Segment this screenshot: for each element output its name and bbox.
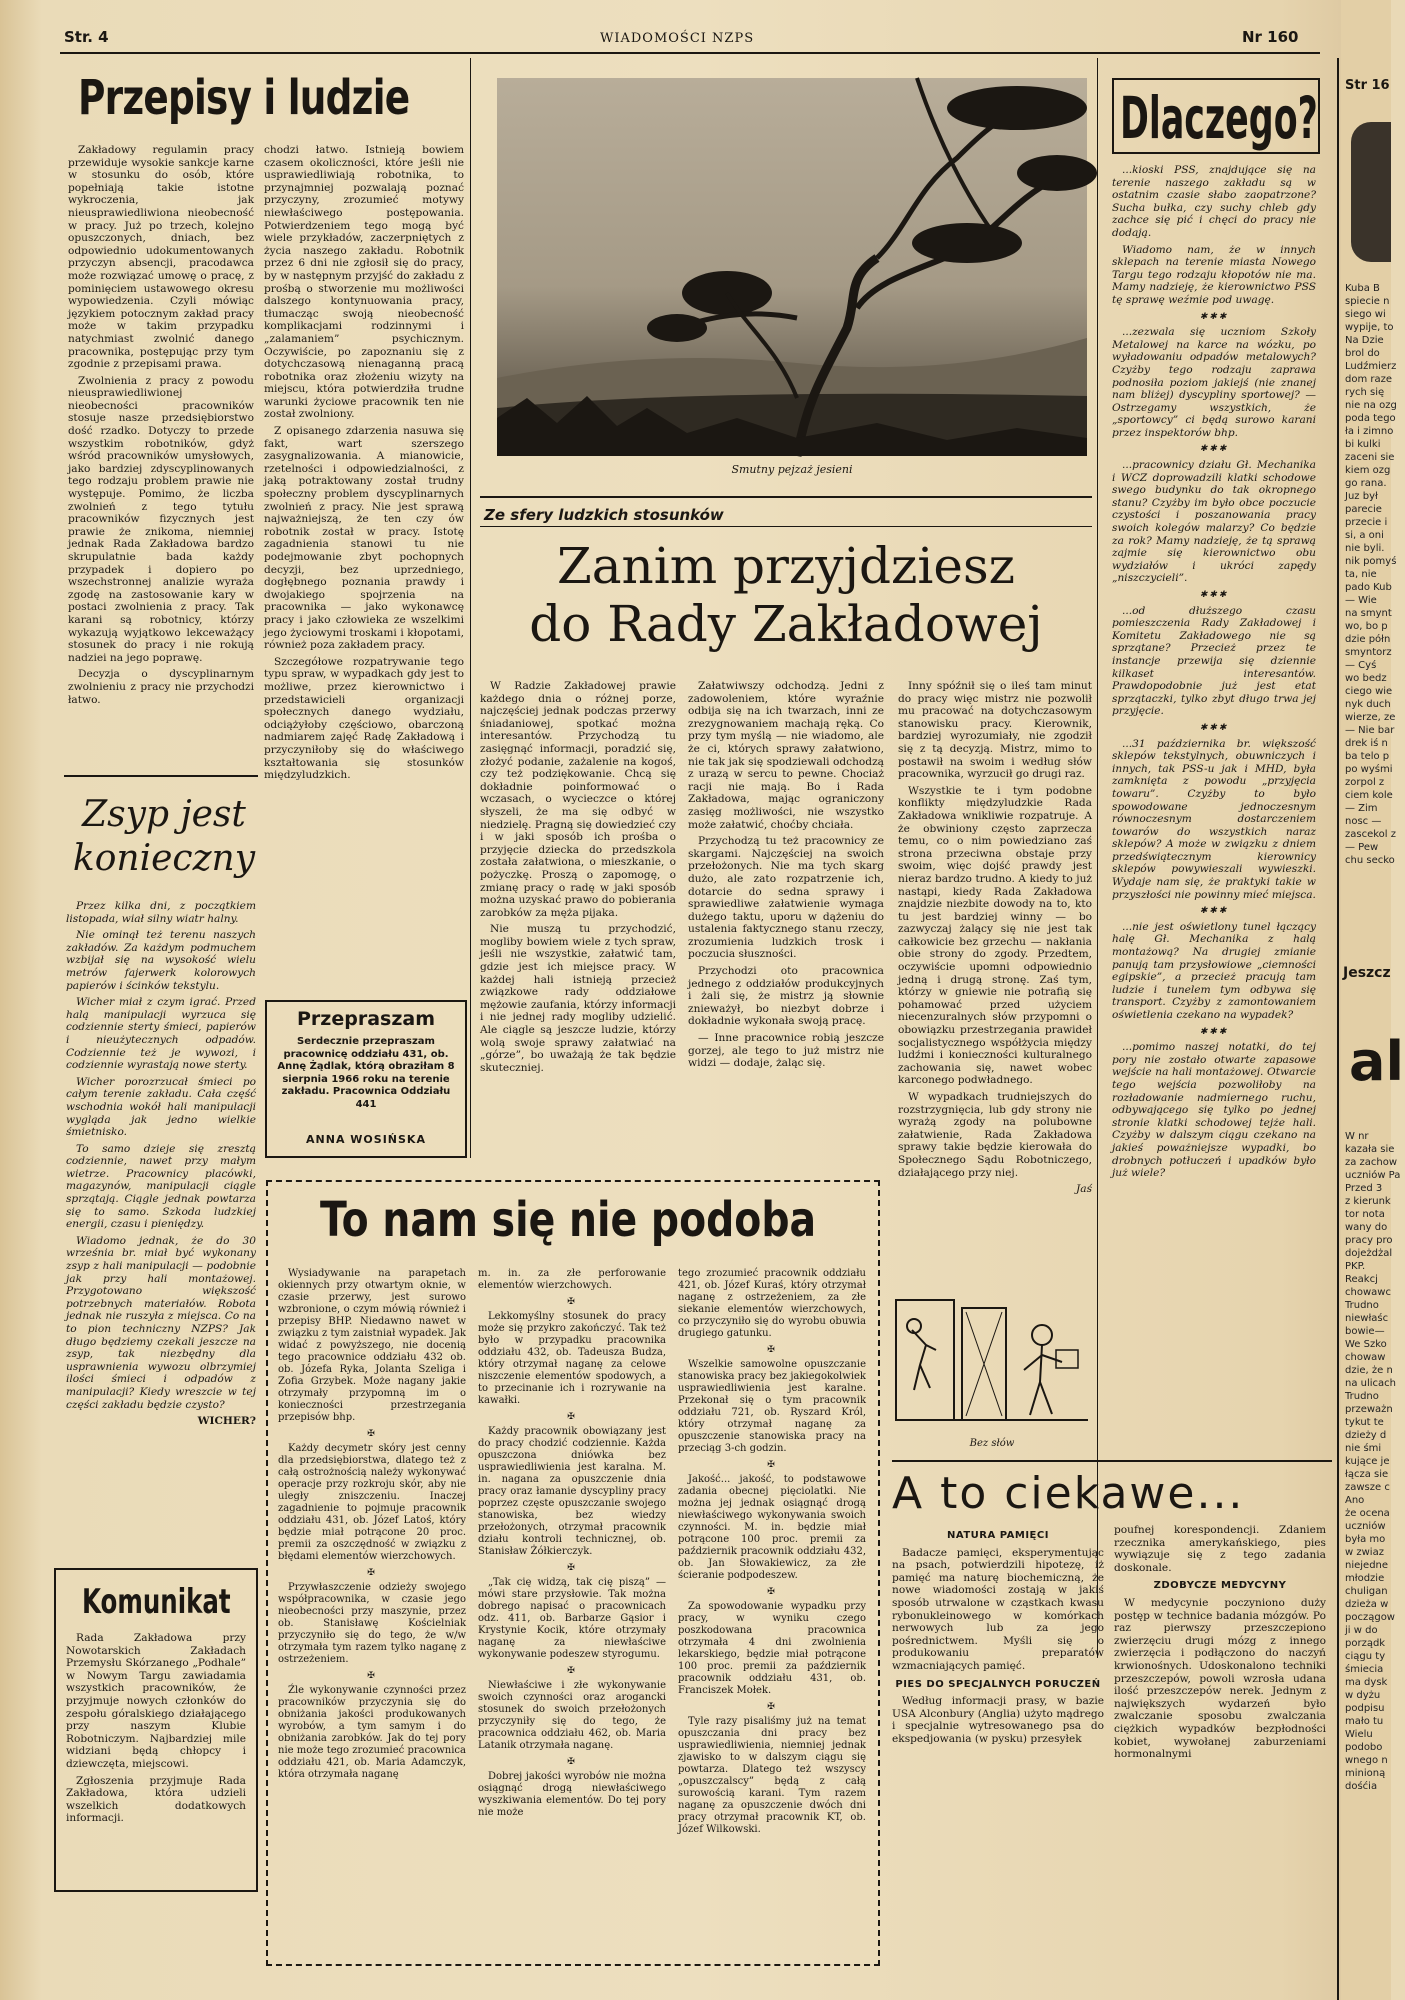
adjacent-text-line: PKP. xyxy=(1345,1261,1366,1272)
cartoon-drawing xyxy=(892,1290,1092,1435)
komunikat-title: Komunikat xyxy=(82,1582,231,1622)
separator-mark: ✠ xyxy=(567,1412,577,1422)
adjacent-text-line: ji w do xyxy=(1345,1625,1378,1636)
ciekawe-column-1 xyxy=(892,1524,1104,1954)
przepisy-paragraph: Z opisanego zdarzenia nasuwa się fakt, wart szerszego zasygnalizowania. A mianowicie, rzetelności i odpowiedzialności, z jaką potraktowany został trudny społeczny problem dyscyplinarnych zwolnień z pracy. Nie jest sprawą najważniejszą, że ten czy ów robotnik został w pracy. Istotę zagadnienia stanowi tu nie podejmowanie zbyt pochopnych decyzji, bez uprzedniego, dogłębnego poznania prawdy i dwojakiego spojrzenia na pracownika — jako wykonawcę pracy i jako człowieka ze wszelkimi jego życiowymi troskami i kłopotami, również poza zakładem pracy. xyxy=(264,425,464,652)
adjacent-page-strip xyxy=(1341,0,1404,2000)
adjacent-text-line: Ludźmierz xyxy=(1345,361,1397,372)
adjacent-text-line: po wyśmi xyxy=(1345,764,1393,775)
paper-title: WIADOMOŚCI NZPS xyxy=(600,31,755,46)
adjacent-text-line: kujące je xyxy=(1345,1456,1390,1467)
adjacent-text-column xyxy=(1345,282,1405,867)
adjacent-text-line: śmiecia xyxy=(1345,1664,1384,1675)
przepisy-column-1 xyxy=(68,144,254,766)
separator-stars: ✱✱✱ xyxy=(1199,722,1229,733)
przepraszam-box xyxy=(265,1000,467,1158)
rada-kicker: Ze sfery ludzkich stosunków xyxy=(484,506,724,524)
adjacent-text-line: chowawc xyxy=(1345,1287,1391,1298)
zsyp-paragraph: Wiadomo jednak, że do 30 września br. miał być wykonany zsyp z hali manipulacji — podobnie jak przy hali montażowej. Przygotowano większość potrzebnych materiałów. Robota jednak nie ruszyła z miejsca. Co na to pion techniczny NZPS? Jak długo będziemy czekali jeszcze na zsyp, tak niezbędny dla usprawnienia wywozu olbrzymiej ilości śmieci i odpadów z manipulacji? Kiedy wreszcie w tej części zakładu będzie czysto? xyxy=(66,1234,256,1411)
dlaczego-paragraph: ...kioski PSS, znajdujące się na terenie naszego zakładu są w ostatnim czasie słabo zaopatrzone? Sucha bułka, czy suchy chleb gdy zachce się pić i chęci do pracy nie dodają. xyxy=(1112,164,1316,239)
section-rule xyxy=(480,526,1092,527)
przepisy-paragraph: Szczegółowe rozpatrywanie tego typu spraw, w wypadkach gdy jest to możliwe, przez kierownictwo i przedstawicieli organizacji społecznych danego wydziału, odciążyłoby częściowo, obarczoną nadmiarem zajęć Radę Zakładową i przyczyniłoby się do właściwego kształtowania się stosunków międzyludzkich. xyxy=(264,655,464,782)
adjacent-text-line: dzie, że n xyxy=(1345,1365,1393,1376)
adjacent-text-line: nyk duch xyxy=(1345,699,1391,710)
adjacent-text-line: z kierunk xyxy=(1345,1196,1391,1207)
article-title-przepisy: Przepisy i ludzie xyxy=(78,70,410,126)
podoba-paragraph: Każdy pracownik obowiązany jest do pracy chodzić codziennie. Każda opuszczona dniówka bez usprawiedliwienia jest karalna. M. in. nagana za opuszczenie dnia pracy oraz łamanie dyscypliny pracy poprzez częste opuszczanie swojego stanowiska, bez wiedzy przełożonych, otrzymał pracownik działu kontroli technicznej, ob. Stanisław Żółkierczyk. xyxy=(478,1426,666,1557)
dlaczego-body xyxy=(1112,164,1316,1454)
adjacent-text-line: wnego n xyxy=(1345,1755,1388,1766)
adjacent-text-line: — Wie xyxy=(1345,595,1377,606)
adjacent-text-line: łącza sie xyxy=(1345,1469,1389,1480)
adjacent-text-line: tykut te xyxy=(1345,1417,1384,1428)
adjacent-text-line: Wielu xyxy=(1345,1729,1373,1740)
adjacent-text-line: nosc — xyxy=(1345,816,1382,827)
adjacent-text-line: go rana. xyxy=(1345,478,1387,489)
dlaczego-title: Dlaczego? xyxy=(1120,84,1318,152)
adjacent-text-line: podobo xyxy=(1345,1742,1383,1753)
adjacent-text-line: pado Kub xyxy=(1345,582,1392,593)
ciekawe-subheading: NATURA PAMIĘCI xyxy=(947,1530,1049,1541)
rada-column-3 xyxy=(898,680,1092,1196)
adjacent-text-line: drek iś n xyxy=(1345,738,1388,749)
section-rule xyxy=(480,496,1092,498)
dlaczego-title-box xyxy=(1112,78,1320,154)
podoba-paragraph: tego zrozumieć pracownik oddziału 421, ob. Józef Kuraś, który otrzymał naganę z ostrzeżeniem, za złe siekanie elementów wierzchowych, co przyczyniło się do wyrobu obuwia drugiego gatunku. xyxy=(678,1268,866,1339)
adjacent-text-line: że ocena xyxy=(1345,1508,1390,1519)
adjacent-text-line: — Cyś xyxy=(1345,660,1377,671)
adjacent-text-line: przeważn xyxy=(1345,1404,1393,1415)
adjacent-text-line: ta, nie xyxy=(1345,569,1377,580)
adjacent-text-line: Przed 3 xyxy=(1345,1183,1383,1194)
zsyp-paragraph: To samo dzieje się zresztą codziennie, nawet przy małym wietrze. Pracownicy placówki, magazynów, manipulacji ciągle sprzątają. Ciągle jednak powtarza się to samo. Szkoda ludzkiej energii, czasu i pieniędzy. xyxy=(66,1142,256,1231)
adjacent-text-line: wo, bo p xyxy=(1345,621,1388,632)
adjacent-text-line: dojeżdżal xyxy=(1345,1248,1393,1259)
ciekawe-column-2 xyxy=(1114,1524,1326,1954)
rada-column-1 xyxy=(480,680,676,1154)
adjacent-text-line: począgow xyxy=(1345,1612,1395,1623)
section-rule xyxy=(892,1460,1332,1462)
separator-stars: ✱✱✱ xyxy=(1199,1026,1229,1037)
adjacent-text-line: ciego wie xyxy=(1345,686,1393,697)
podoba-paragraph: Wysiadywanie na parapetach okiennych przy otwartym oknie, w czasie przerwy, jest surowo wzbronione, o czym mówią również i przepisy BHP. Niedawno nawet w związku z tym zaistniał wypadek. Jak widać z powyższego, nie docenią tego pracownice oddziału 432 ob. ob. Józefa Ryka, Jolanta Szeliga i Zofia Grzybek. Może nagany jakie otrzymały przypomną im o konieczności przestrzegania przepisów bhp. xyxy=(278,1268,466,1423)
podoba-paragraph: Jakość... jakość, to podstawowe zadania obecnej pięciolatki. Nie można jej jednak osiągnąć drogą niewłaściwego wykonywania swoich czynności. M. in. będzie miał potrącone 100 proc. premii za październik pracownik oddziału 432, ob. Jan Słowakiewicz, za złe ścieranie podpodeszew. xyxy=(678,1474,866,1581)
adjacent-text-line: w zwiaz xyxy=(1345,1547,1384,1558)
separator-mark: ✠ xyxy=(567,1563,577,1573)
separator-mark: ✠ xyxy=(767,1587,777,1597)
adjacent-text-line: na ulicach xyxy=(1345,1378,1397,1389)
adjacent-text-line: pracy pro xyxy=(1345,1235,1393,1246)
przepisy-paragraph: Decyzja o dyscyplinarnym zwolnieniu z pracy nie przychodzi łatwo. xyxy=(68,668,254,706)
adjacent-text-line: chowaw xyxy=(1345,1352,1386,1363)
ciekawe-paragraph: Według informacji prasy, w bazie USA Alconbury (Anglia) użyto mądrego i specjalnie wytresowanego psa do ekspedjowania (w pysku) przesyłek xyxy=(892,1695,1104,1745)
page-number: Str. 4 xyxy=(64,28,109,46)
adjacent-text-line: bowie— xyxy=(1345,1326,1385,1337)
podoba-paragraph: m. in. za złe perforowanie elementów wierzchowych. xyxy=(478,1268,666,1291)
cartoon-caption: Bez słów xyxy=(969,1438,1015,1449)
rada-paragraph: Nie muszą tu przychodzić, mogliby bowiem wiele z tych spraw, jeśli nie wszystkie, załatwić tam, gdzie jest ich miejsce pracy. W każdej hali istnieją przecież związkowe rady oddziałowe mężowie zaufania, którzy informacji i nie jednej rady mogliby udzielić. Ale ciągle są jeszcze ludzie, którzy wolą swoje sprawy załatwiać na „górze”, bo uważają że tak będzie skuteczniej. xyxy=(480,923,676,1074)
adjacent-text-line: Reakcj xyxy=(1345,1274,1378,1285)
podoba-box xyxy=(266,1180,880,1966)
adjacent-heading: Jeszcz xyxy=(1343,965,1391,981)
podoba-paragraph: Źle wykonywanie czynności przez pracowników przyczynia się do obniżania jakości produkowanych wyrobów, a tym samym i do obniżania zarobków. Jak do tej pory nie może tego zrozumieć pracownica oddziału 421, ob. Maria Adamczyk, która otrzymała naganę xyxy=(278,1685,466,1780)
adjacent-text-line: Juz był xyxy=(1345,491,1378,502)
adjacent-text-line: wypije, to xyxy=(1345,322,1394,333)
adjacent-text-line: brol do xyxy=(1345,348,1380,359)
separator-mark: ✠ xyxy=(767,1702,777,1712)
adjacent-text-line: si, a oni xyxy=(1345,530,1384,541)
adjacent-text-line: nie śmi xyxy=(1345,1443,1382,1454)
adjacent-text-line: rych się xyxy=(1345,387,1385,398)
article-title-zsyp: Zsyp jest konieczny xyxy=(72,794,256,879)
adjacent-text-line: wierze, ze xyxy=(1345,712,1396,723)
adjacent-text-line: ciem kole xyxy=(1345,790,1393,801)
adjacent-text-line: Na Dzie xyxy=(1345,335,1384,346)
adjacent-text-line: młodzie xyxy=(1345,1573,1385,1584)
separator-mark: ✠ xyxy=(367,1671,377,1681)
adjacent-text-line: ciągu ty xyxy=(1345,1651,1386,1662)
dlaczego-paragraph: ...nie jest oświetlony tunel łączący halę Gł. Mechanika z halą montażową? Na drugiej zmianie panują tam przysłowiowe „ciemności egipskie”, a przecież pracują tam ludzie i tunelem tym odbywa się transport. Czyżby z zamontowaniem oświetlenia czekano na wypadek? xyxy=(1112,920,1316,1021)
separator-mark: ✠ xyxy=(567,1297,577,1307)
section-rule xyxy=(64,775,258,777)
adjacent-text-line: uczniów Pa xyxy=(1345,1170,1401,1181)
komunikat-paragraph: Rada Zakładowa przy Nowotarskich Zakładach Przemysłu Skórzanego „Podhale” w Nowym Targu zawiadamia wszystkich pracowników, że przyjmuje nowych członków do zespołu góralskiego działającego przy naszym Klubie Robotniczym. Najbardziej mile widziani będą chłopcy i dziewczęta, miejscowi. xyxy=(66,1632,246,1770)
zsyp-paragraph: Wicher miał z czym igrać. Przed halą manipulacji wyrzuca się codziennie sterty śmieci, papierów i nieużytecznych odpadów. Codziennie też je wywozi, i codziennie wyrastają nowe sterty. xyxy=(66,996,256,1072)
adjacent-text-line: ba telo p xyxy=(1345,751,1390,762)
zsyp-author: WICHER? xyxy=(197,1415,256,1428)
adjacent-text-line: zorpol z xyxy=(1345,777,1385,788)
komunikat-box xyxy=(54,1568,258,1892)
adjacent-text-line: — Zim xyxy=(1345,803,1378,814)
ciekawe-paragraph: Badacze pamięci, eksperymentując na psach, potwierdzili hipotezę, iż pamięć ma naturę biochemiczną, że nowe wiadomości zostają w jakiś sposób utrwalone w cząstkach kwasu rybonukleinowego w komórkach nerwowych lub za jego pośrednictwem. Myśli się o produkowaniu preparatów wzmacniających pamięć. xyxy=(892,1546,1104,1672)
podoba-paragraph: Tyle razy pisaliśmy już na temat opuszczania dni pracy bez usprawiedliwienia, niemniej jednak zjawisko to w dalszym ciągu się powtarza. Dlatego też wszyscy „opuszczalscy” będą z całą surowością karani. Tym razem naganę za opuszczenie dwóch dni pracy otrzymał pracownik KT, ob. Józef Wilkowski. xyxy=(678,1716,866,1835)
dlaczego-paragraph: ...pomimo naszej notatki, do tej pory nie zostało otwarte zapasowe wejście na hali montażowej. Otwarcie tego wejścia pozwoliłoby na rozładowanie nadmiernego ruchu, odbywającego się tylko po jednej stronie klatki schodowej tejże hali. Czyżby w dalszym ciągu czekano na jakieś poważniejsze wypadki, bo drobnych potłuczeń i upadków było już wiele? xyxy=(1112,1041,1316,1180)
zsyp-paragraph: Przez kilka dni, z początkiem listopada, wiał silny wiatr halny. xyxy=(66,900,256,925)
adjacent-text-line: dzieża w xyxy=(1345,1599,1389,1610)
rada-paragraph: Inny spóźnił się o ileś tam minut do pracy więc mistrz nie pozwolił mu pracować na dotychczasowym stanowisku pracy. Kierownik, bardziej wyrozumiały, nie zgodził się z tą decyzją. Mistrz, mimo to postawił na swoim i według słów pracownika, wyrzucił go drugi raz. xyxy=(898,680,1092,781)
adjacent-text-line: — Nie bar xyxy=(1345,725,1395,736)
adjacent-text-line: dom raze xyxy=(1345,374,1393,385)
adjacent-text-line: kazała sie xyxy=(1345,1144,1395,1155)
adjacent-text-line: zaceni sie xyxy=(1345,452,1395,463)
separator-mark: ✠ xyxy=(567,1666,577,1676)
adjacent-text-line: Ano xyxy=(1345,1495,1365,1506)
adjacent-text-line: podpisu xyxy=(1345,1703,1385,1714)
rada-author: Jaś xyxy=(1076,1183,1092,1196)
przepisy-paragraph: chodzi łatwo. Istnieją bowiem czasem okoliczności, które jeśli nie usprawiedliwiają robotnika, to przynajmniej pozwalają poznać przyczyny, zrozumieć motywy niewłaściwego postępowania. Potwierdzeniem tego mogą być wiele przykładów, zaczerpniętych z życia naszego zakładu. Robotnik przez 6 dni nie zgłosił się do pracy, by w następnym przyjść do zakładu z prośbą o stworzenie mu możliwości dalszego kontynuowania pracy, tłumacząc swoją nieobecność komplikacjami rodzinnymi i „zalamaniem” psychicznym. Oczywiście, po zapoznaniu się z dotychczasową nienaganną pracą robotnika oraz złożeniu wizyty na miejscu, która potwierdziła trudne warunki życiowe pracownik ten nie został zwolniony. xyxy=(264,144,464,421)
adjacent-text-line: mało tu xyxy=(1345,1716,1384,1727)
ciekawe-subheading: ZDOBYCZE MEDYCYNY xyxy=(1153,1580,1287,1592)
adjacent-text-line: chu secko xyxy=(1345,855,1395,866)
podoba-column-3 xyxy=(678,1268,866,1958)
przepraszam-title: Przepraszam xyxy=(296,1008,436,1030)
adjacent-text-line: na smynt xyxy=(1345,608,1392,619)
dlaczego-paragraph: ...zezwala się uczniom Szkoły Metalowej na karce na wózku, po wyładowaniu odpadów metalowych? Czyżby tego rodzaju zaprawa podnosiła poziom jakiejś (nie znanej nam bliżej) dyscypliny sportowej? — Ostrzegamy wszystkich, że „sportowcy” ci będą surowo karani przez inspektorów bhp. xyxy=(1112,326,1316,439)
separator-stars: ✱✱✱ xyxy=(1199,311,1229,322)
podoba-paragraph: Każdy decymetr skóry jest cenny dla przedsiębiorstwa, dlatego też z całą ostrożnością należy wykonywać operacje przy rozkroju skór, aby nie uległy zniszczeniu. Inaczej zagadnienie to pojmuje pracownik oddziału 431, ob. Józef Latoś, który będzie miał potrącone 20 proc. premii za oszczędność w związku z błędami elementów wierzchowych. xyxy=(278,1443,466,1562)
przepisy-column-2 xyxy=(264,144,464,979)
przepisy-paragraph: Zakładowy regulamin pracy przewiduje wysokie sankcje karne w stosunku do osób, które popełniają takie istotne wykroczenia, jak nieusprawiedliwiona nieobecność w pracy. Już po trzech, kolejno opuszczonych, dniach, bez odpowiednio udokumentowanych przyczyn absencji, pracodawca może rozwiązać umowę o pracę, z pominięciem ustawowego okresu wypowiedzenia. Czyli mówiąc językiem potocznym zakład pracy może w takim przypadku natychmiast zwolnić danego pracownika, postępując przy tym zgodnie z przepisami prawa. xyxy=(68,144,254,371)
adjacent-text-line: poda tego xyxy=(1345,413,1396,424)
podoba-column-2 xyxy=(478,1268,666,1958)
adjacent-text-line: Kuba B xyxy=(1345,283,1380,294)
rada-paragraph: W Radzie Zakładowej prawie każdego dnia o różnej porze, najczęściej jednak podczas przerwy śniadaniowej, spotkać można interesantów. Przychodzą tu zasięgnąć informacji, poradzić się, złożyć podanie, zażalenie na kogoś, czy też podziękowanie. Chcą się dokładnie poinformować o wczasach, o wycieczce o której słyszeli, że ma się odbyć w niedzielę. Pragną się dowiedzieć czy i w jaki sposób ich prośba o przyjęcie dziecka do przedszkola została załatwiona, o mieszkanie, o pożyczkę. Proszą o zapomogę, o zmianę pracy o radę w jaki sposób można uzyskać prawo do pobierania zarobków za męża pijaka. xyxy=(480,680,676,919)
adjacent-page-number: Str 16 xyxy=(1345,78,1390,93)
adjacent-text-line: dzieży d xyxy=(1345,1430,1387,1441)
adjacent-text-line: ma dysk xyxy=(1345,1677,1388,1688)
rada-column-2 xyxy=(688,680,884,1154)
adjacent-text-line: nie byli. xyxy=(1345,543,1385,554)
rada-paragraph: — Inne pracownice robią jeszcze gorzej, ale tego to już mistrz nie widzi — dodaje, żaląc się. xyxy=(688,1032,884,1070)
adjacent-text-line: Trudno xyxy=(1345,1300,1379,1311)
podoba-paragraph: Niewłaściwe i złe wykonywanie swoich czynności oraz arogancki stosunek do swoich przełożonych przyczyniły się do tego, że pracownica oddziału 462, ob. Maria Latanik otrzymała naganę. xyxy=(478,1680,666,1751)
adjacent-text-line: — Pew xyxy=(1345,842,1379,853)
adjacent-text-line: była mo xyxy=(1345,1534,1386,1545)
adjacent-text-line: siego wi xyxy=(1345,309,1386,320)
ciekawe-paragraph: W medycynie poczyniono duży postęp w technice badania mózgów. Po raz pierwszy przeszczepiono zwierzęciu drugi mózg z innego zwierzęcia i podłączono do naczyń krwionośnych. Udoskonalono techniki przeszczepów, powoli wzrosła udana ilość przeszczepów nerek. Jednym z największych wydarzeń było zwalczanie sposobu zwalczania ciężkich wypadków bezpłodności kobiet, wywołanej zaburzeniami hormonalnymi xyxy=(1114,1596,1326,1761)
header-rule xyxy=(60,52,1320,54)
adjacent-text-line: nie na ozg xyxy=(1345,400,1397,411)
rada-title-line-2: do Rady Zakładowej xyxy=(529,595,1043,653)
podoba-paragraph: Przywłaszczenie odzieży swojego współpracownika, w czasie jego nieobecności przy maszynie, przez ob. Stanisławę Kościelniak przyczyniło się do tego, że w/w otrzymała tym razem tylko naganę z ostrzeżeniem. xyxy=(278,1582,466,1665)
column-divider xyxy=(470,58,471,1158)
adjacent-text-line: smyntorz xyxy=(1345,647,1392,658)
rada-title-line-1: Zanim przyjdziesz xyxy=(557,537,1015,595)
adjacent-text-line: dzie półn xyxy=(1345,634,1391,645)
adjacent-text-line: zawsze c xyxy=(1345,1482,1390,1493)
adjacent-text-line: zascekol z xyxy=(1345,829,1396,840)
adjacent-text-line: uczniów xyxy=(1345,1521,1386,1532)
adjacent-text-line: spiecie n xyxy=(1345,296,1390,307)
separator-mark: ✠ xyxy=(367,1429,377,1439)
podoba-paragraph: Lekkomyślny stosunek do pracy może się przykro zakończyć. Tak też było w przypadku pracownika oddziału 432, ob. Tadeusza Budza, który otrzymał naganę za celowe niszczenie elementów spodowych, a to przecinanie ich i rozrywanie na kawałki. xyxy=(478,1311,666,1406)
podoba-title: To nam się nie podoba xyxy=(320,1192,817,1248)
podoba-paragraph: Wszelkie samowolne opuszczanie stanowiska pracy bez jakiegokolwiek usprawiedliwienia jest karalne. Przekonał się o tym pracownik oddziału 721, ob. Ryszard Król, który otrzymał naganę za opuszczenie stanowiska pracy na przeciąg 3-ch godzin. xyxy=(678,1359,866,1454)
separator-mark: ✠ xyxy=(767,1460,777,1470)
adjacent-text-line: kiem ozg xyxy=(1345,465,1391,476)
rada-paragraph: W wypadkach trudniejszych do rozstrzygnięcia, lub gdy strony nie wyrażą zgody na polubowne załatwienie, Rada Zakładowa sprawy takie będzie kierowała do Społecznego Sądu Robotniczego, działającego przy niej. xyxy=(898,1091,1092,1179)
separator-stars: ✱✱✱ xyxy=(1199,444,1229,455)
adjacent-text-line: ła i zimno xyxy=(1345,426,1394,437)
adjacent-text-column-2 xyxy=(1345,1130,1405,1793)
photo-caption: Smutny pejzaż jesieni xyxy=(731,463,853,476)
ciekawe-subheading: PIES DO SPECJALNYCH PORUCZEŃ xyxy=(895,1678,1101,1690)
komunikat-paragraph: Zgłoszenia przyjmuje Rada Zakładowa, która udzieli wszelkich dodatkowych informacji. xyxy=(66,1774,246,1825)
podoba-paragraph: Za spowodowanie wypadku przy pracy, w wyniku czego poszkodowana pracownica otrzymała 4 dni zwolnienia lekarskiego, będzie miał potrącone 100 proc. premii za październik pracownik oddziału 431, ob. Franciszek Mołek. xyxy=(678,1601,866,1696)
zsyp-paragraph: Nie ominął też terenu naszych zakładów. Za każdym podmuchem wzbijał się na wysokość wielu metrów fajerwerk kolorowych papierów i ścinków tekstylu. xyxy=(66,929,256,992)
ciekawe-title: A to ciekawe... xyxy=(892,1468,1245,1519)
adjacent-text-line: porządk xyxy=(1345,1638,1386,1649)
adjacent-text-line: minioną xyxy=(1345,1768,1386,1779)
podoba-paragraph: „Tak cię widzą, tak cię piszą” — mówi stare przysłowie. Tak można dobrego napisać o pracownicach odz. 411, ob. Barbarze Gąsior i Krystynie Kocik, które otrzymały naganę za niewłaściwe wykonywanie podeszew styrogumu. xyxy=(478,1577,666,1660)
adjacent-text-line: za zachow xyxy=(1345,1157,1398,1168)
rada-paragraph: Wszystkie te i tym podobne konflikty międzyludzkie Rada Zakładowa wnikliwie rozpatruje. A że obwiniony często zaprzecza temu, co o nim powiedziano zaś strona przeciwna obstaje przy swoim, więc dojść prawdy jest nieraz bardzo trudno. A kiedy to już nastąpi, kiedy Rada Zakładowa znajdzie niezbite dowody na to, kto tu jest bardziej winny — bo zazwyczaj żalący się nie jest tak całkowicie bez grzechu — nakłania obie strony do zgody. Przedtem, oczywiście upomni odpowiednio jedną i drugą stronę. Zaś tym, którzy w gniewie nie potrafią się pohamować przed użyciem niecenzuralnych słów przypomni o obowiązku przestrzegania prawideł socjalistycznego współżycia między ludźmi i konieczności kulturalnego zachowania się, nawet wobec karconego podwładnego. xyxy=(898,784,1092,1087)
komunikat-body xyxy=(66,1632,246,1829)
podoba-column-1 xyxy=(278,1268,466,1958)
adjacent-text-line: w dyżu xyxy=(1345,1690,1381,1701)
separator-mark: ✠ xyxy=(367,1568,377,1578)
adjacent-text-line: dośćia xyxy=(1345,1781,1378,1792)
adjacent-text-line: bi kulki xyxy=(1345,439,1381,450)
adjacent-text-line: tor nota xyxy=(1345,1209,1385,1220)
przepraszam-author: ANNA WOSIŃSKA xyxy=(306,1133,426,1146)
dlaczego-paragraph: Wiadomo nam, że w innych sklepach na terenie miasta Nowego Targu tego rodzaju kłopotów nie ma. Mamy nadzieję, że kierownictwo PSS tę sprawę weźmie pod uwagę. xyxy=(1112,243,1316,306)
rada-paragraph: Załatwiwszy odchodzą. Jedni z zadowoleniem, które wyraźnie odbija się na ich twarzach, inni ze zrezygnowaniem machają ręką. Co przy tym myślą — nie wiadomo, ale że ci, których sprawy załatwiono, nie tak jak się spodziewali odchodzą z urazą w sercu to pewne. Chociaż racji nie mają. Bo i Rada Zakładowa, mając ograniczony zasięg możliwości, nie wszystko może załatwić, choćby chciała. xyxy=(688,680,884,831)
rada-paragraph: Przychodzi oto pracownica jednego z oddziałów produkcyjnych i żali się, że mistrz ją słownie znieważył, bo niezbyt dobrze i dokładnie wykonała swoją pracę. xyxy=(688,965,884,1028)
adjacent-text-line: We Szko xyxy=(1345,1339,1387,1350)
ciekawe-paragraph: poufnej korespondencji. Zdaniem rzecznika amerykańskiego, pies wywiązuje się z tego zadania doskonale. xyxy=(1114,1524,1326,1574)
adjacent-text-line: wo bedz xyxy=(1345,673,1387,684)
przepisy-paragraph: Zwolnienia z pracy z powodu nieusprawiedliwionej nieobecności pracowników stosuje nasze przedsiębiorstwo dość rzadko. Dotyczy to przede wszystkim robotników, gdyż wśród pracowników umysłowych, jako bardziej zdyscyplinowanych tego rodzaju problem prawie nie występuje. Pomimo, że liczba zwolnień z tego tytułu pracowników fizycznych jest prawie że znikoma, niemniej jednak Rada Zakładowa bardzo skrupulatnie bada każdy przypadek i dopiero po wszechstronnej analizie wyraża zgodę na zastosowanie kary w postaci zwolnienia z pracy. Tak karani są robotnicy, którzy wykazują wyjątkowo lekceważący stosunek do pracy i nie rokują nadziei na jego poprawę. xyxy=(68,374,254,664)
page-edge-divider xyxy=(1337,58,1339,2000)
adjacent-big-heading: al xyxy=(1349,1030,1404,1093)
separator-mark: ✠ xyxy=(567,1757,577,1767)
zsyp-paragraph: Wicher porozrzucał śmieci po całym terenie zakładu. Cała część wschodnia wokół hali manipulacji wygląda jak jedno wielkie śmietnisko. xyxy=(66,1075,256,1139)
column-divider xyxy=(1097,58,1098,1658)
issue-number: Nr 160 xyxy=(1242,28,1299,46)
adjacent-portrait xyxy=(1351,122,1391,262)
dlaczego-paragraph: ...pracownicy działu Gł. Mechanika i WCZ doprowadzili klatki schodowe swego budynku do tak okropnego stanu? Czyżby im było obce poczucie czystości i poszanowania pracy swoich kolegów malarzy? Co będzie za rok? Mamy nadzieję, że tą sprawą zajmie się kierownictwo obu wydziałów i ukróci zapędy „niszczycieli”. xyxy=(1112,459,1316,585)
adjacent-text-line: W nr xyxy=(1345,1131,1369,1142)
separator-stars: ✱✱✱ xyxy=(1199,590,1229,600)
adjacent-text-line: wany do xyxy=(1345,1222,1388,1233)
zsyp-body xyxy=(66,900,256,1550)
rada-paragraph: Przychodzą tu też pracownicy ze skargami. Najczęściej na swoich przełożonych. Nie ma tych skarg dużo, ale zato rozpatrzenie ich, dotarcie do sedna sprawy i sprawiedliwe załatwienie wymaga dużego taktu, uporu w dążeniu do ustalenia faktycznego stanu rzeczy, zrozumienia ludzkich trosk i poczucia słuszności. xyxy=(688,835,884,961)
adjacent-text-line: niewłaśc xyxy=(1345,1313,1389,1324)
adjacent-text-line: Trudno xyxy=(1345,1391,1379,1402)
adjacent-text-line: nik pomyś xyxy=(1345,556,1397,567)
podoba-paragraph: Dobrej jakości wyrobów nie można osiągnąć drogą niewłaściwego wyszkiwania elementów. Do tej pory nie może xyxy=(478,1771,666,1818)
dlaczego-paragraph: ...od dłuższego czasu pomieszczenia Rady Zakładowej i Komitetu Zakładowego nie są sprzątane? Przecież przez te instancje przewija się dziennie kilkaset interesantów. Prawdopodobnie już jest etat sprzątaczki, tylko zbyt długo trwa jej przyjęcie. xyxy=(1112,604,1316,718)
separator-stars: ✱✱✱ xyxy=(1199,906,1229,917)
separator-mark: ✠ xyxy=(767,1345,777,1355)
adjacent-text-line: chuligan xyxy=(1345,1586,1388,1597)
autumn-landscape-photo xyxy=(497,78,1087,456)
dlaczego-paragraph: ...31 października br. większość sklepów tekstylnych, obuwniczych i innych, tak PSS-u jak i MHD, była zamknięta z powodu „przyjęcia towaru”. Czyżby to było spowodowane jednoczesnym równoczesnym dostarczeniem towarów do wszystkich naraz sklepów? A może w związku z dniem przedświątecznym kierownicy sklepów powywieszali wywieszki. Wydaje nam się, że praktyki takie w przyszłości nie powinny mieć miejsca. xyxy=(1112,737,1316,901)
przepraszam-text: Serdecznie przepraszam pracownicę oddziału 431, ob. Annę Żądlak, którą obraziłam 8 sierpnia 1966 roku na terenie zakładu. Pracownica Oddziału 441 xyxy=(277,1036,455,1110)
adjacent-text-line: parecie xyxy=(1345,504,1382,515)
adjacent-text-line: przecie i xyxy=(1345,517,1388,528)
adjacent-text-line: niejedne xyxy=(1345,1560,1389,1571)
